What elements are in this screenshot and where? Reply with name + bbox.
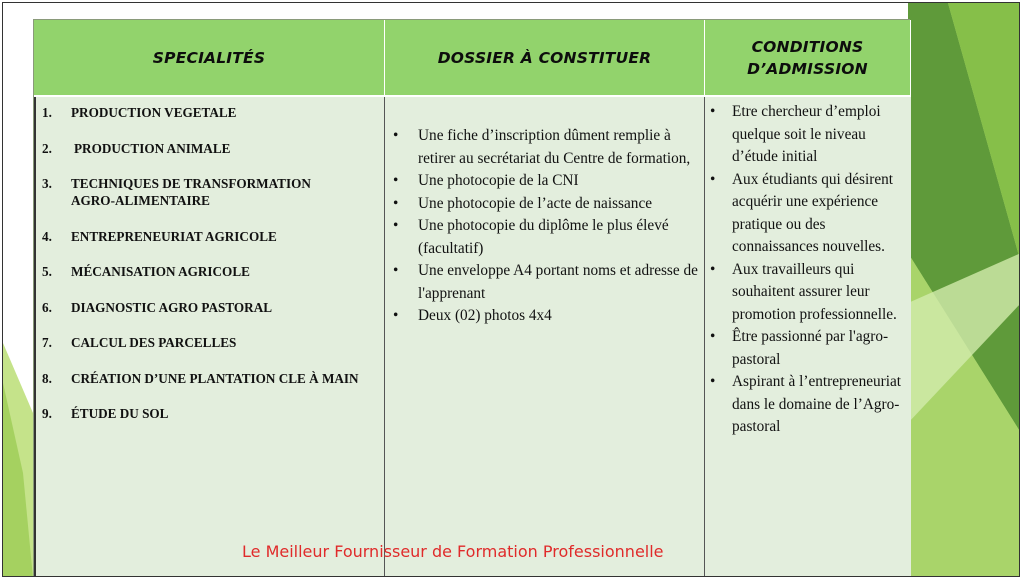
- specialite-number: 5.: [42, 264, 52, 279]
- slide-frame: [2, 2, 1020, 577]
- bullet-icon: •: [393, 194, 399, 212]
- specialite-label: CALCUL DES PARCELLES: [71, 335, 237, 350]
- header-specialites-text: SPECIALITÉS: [152, 48, 266, 67]
- specialites-list: [42, 104, 378, 422]
- specialite-item: [42, 228, 378, 245]
- specialite-item: [42, 370, 378, 387]
- bullet-icon: •: [710, 103, 716, 120]
- specialite-label: MÉCANISATION AGRICOLE: [71, 264, 250, 279]
- header-dossier: [385, 20, 705, 97]
- header-conditions-line1: CONDITIONS: [751, 37, 864, 56]
- dossier-cell: [385, 97, 705, 577]
- header-conditions: [705, 20, 911, 97]
- specialite-item: [42, 175, 378, 209]
- dossier-item: [391, 193, 704, 216]
- dossier-item-text: Une photocopie du diplôme le plus élevé (facultatif): [418, 217, 669, 257]
- dossier-item-text: Une photocopie de la CNI: [418, 172, 579, 189]
- bullet-icon: •: [710, 260, 716, 278]
- specialites-cell: [34, 97, 385, 577]
- bullet-icon: •: [393, 262, 399, 279]
- header-conditions-line2: D’ADMISSION: [747, 59, 868, 78]
- specialite-label: ENTREPRENEURIAT AGRICOLE: [71, 228, 277, 244]
- header-dossier-text: DOSSIER À CONSTITUER: [437, 48, 652, 67]
- specialite-item: [42, 104, 378, 121]
- header-specialites: [34, 20, 385, 97]
- specialite-label: PRODUCTION ANIMALE: [74, 140, 231, 156]
- bullet-icon: •: [393, 217, 399, 234]
- condition-item-text: Aux travailleurs qui souhaitent assurer leur promotion professionnelle.: [732, 260, 897, 323]
- dossier-item-text: Une enveloppe A4 portant noms et adresse de l'apprenant: [418, 262, 698, 302]
- specialite-number: 4.: [42, 228, 52, 244]
- specialite-item: [42, 334, 378, 351]
- bullet-icon: •: [393, 307, 399, 324]
- specialite-number: 2.: [42, 140, 52, 156]
- specialite-item: [42, 140, 378, 157]
- specialite-label: CRÉATION D’UNE PLANTATION CLE À MAIN: [71, 370, 359, 386]
- dossier-item-text: Deux (02) photos 4x4: [418, 307, 552, 324]
- condition-item: [710, 169, 911, 259]
- dossier-item: [391, 305, 704, 328]
- condition-item-text: Etre chercheur d’emploi quelque soit le niveau d’étude initial: [732, 103, 881, 165]
- specialite-label: ÉTUDE DU SOL: [71, 406, 169, 421]
- bullet-icon: •: [710, 328, 716, 345]
- specialite-item: [42, 405, 378, 422]
- bullet-icon: •: [710, 373, 716, 390]
- specialite-number: 3.: [42, 176, 52, 191]
- specialite-label: TECHNIQUES DE TRANSFORMATION AGRO-ALIMENTAIRE: [71, 176, 311, 208]
- dossier-item-text: Une fiche d’inscription dûment remplie à retirer au secrétariat du Centre de formation,: [418, 127, 691, 167]
- dossier-item: [391, 260, 704, 305]
- condition-item: [710, 326, 911, 371]
- condition-item-text: Aux étudiants qui désirent acquérir une expérience pratique ou des connaissances nouvelles.: [732, 170, 894, 255]
- dossier-item: [391, 170, 704, 193]
- condition-item-text: Aspirant à l’entrepreneuriat dans le domaine de l’Agro-pastoral: [732, 373, 902, 435]
- specialite-number: 8.: [42, 370, 52, 386]
- conditions-cell: [705, 97, 911, 577]
- dossier-item: [391, 125, 704, 170]
- specialite-number: 9.: [42, 406, 52, 421]
- condition-item: [710, 371, 911, 439]
- specialite-number: 7.: [42, 335, 52, 350]
- specialite-label: DIAGNOSTIC AGRO PASTORAL: [71, 299, 273, 315]
- condition-item-text: Être passionné par l'agro-pastoral: [732, 328, 889, 368]
- footer-tagline: Le Meilleur Fournisseur de Formation Professionnelle: [242, 542, 664, 561]
- specialite-number: 6.: [42, 299, 52, 315]
- specialite-item: [42, 263, 378, 280]
- dossier-list: [391, 125, 704, 328]
- conditions-list: [710, 101, 911, 439]
- condition-item: [710, 259, 911, 327]
- bullet-icon: •: [393, 172, 399, 189]
- bullet-icon: •: [393, 127, 399, 144]
- condition-item: [710, 101, 911, 169]
- dossier-item: [391, 215, 704, 260]
- header-conditions-text: [747, 36, 868, 80]
- dossier-item-text: Une photocopie de l’acte de naissance: [418, 194, 653, 212]
- admission-table: [33, 19, 910, 577]
- specialite-number: 1.: [42, 105, 52, 120]
- specialite-label: PRODUCTION VEGETALE: [71, 105, 237, 120]
- bullet-icon: •: [710, 170, 716, 188]
- specialite-item: [42, 299, 378, 316]
